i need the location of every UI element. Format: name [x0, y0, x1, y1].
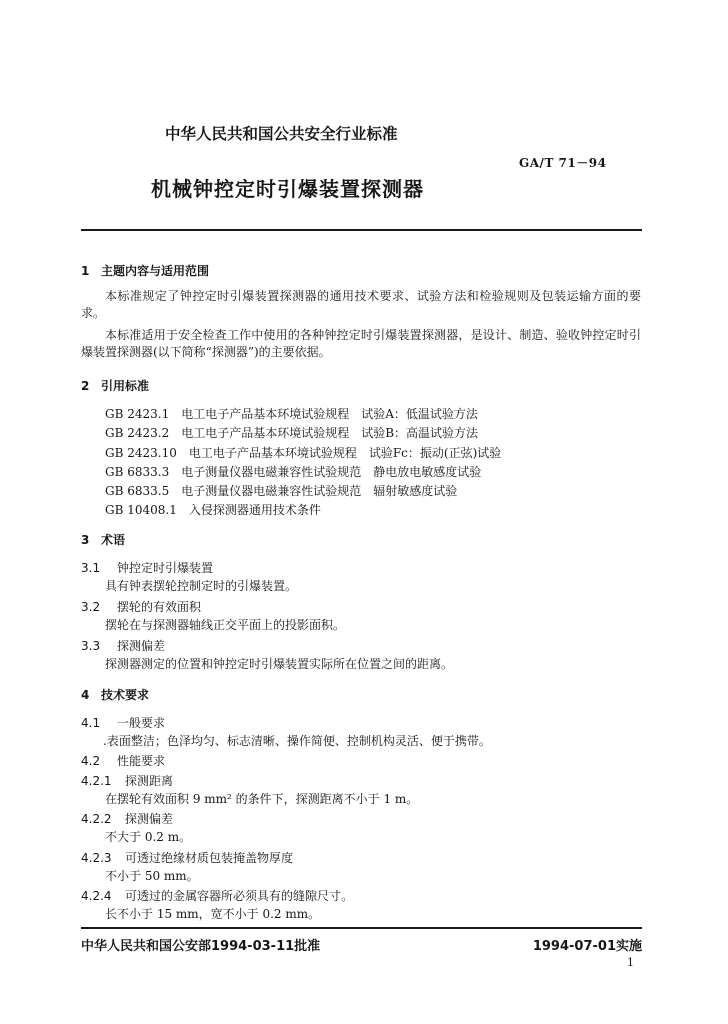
- subsection-title: 探测距离: [125, 774, 174, 788]
- approval-statement: 中华人民共和国公安部1994-03-11批准: [81, 939, 321, 954]
- subsection-title: 可透过的金属容器所必须具有的缝隙尺寸。: [125, 889, 354, 903]
- section-number: 1: [81, 264, 90, 278]
- reference-item: GB 2423.10 电工电子产品基本环境试验规程 试验Fc：振动(正弦)试验: [105, 446, 502, 460]
- subsection-number: 4.2.4: [81, 889, 112, 903]
- term-name: 钟控定时引爆装置: [117, 561, 214, 575]
- subsection-4-2-3-heading: [81, 849, 293, 866]
- section-1-heading: [81, 262, 209, 279]
- section-number: 4: [81, 688, 90, 702]
- section-4-heading: [81, 686, 149, 703]
- reference-item: GB 10408.1 入侵探测器通用技术条件: [105, 503, 321, 517]
- subsection-4-1-heading: [81, 714, 165, 731]
- section-title: 引用标准: [101, 379, 150, 393]
- subsection-4-2-3-text: 不小于 50 mm。: [105, 869, 199, 883]
- subsection-4-1-text: .表面整洁；色泽均匀、标志清晰、操作简便、控制机构灵活、便于携带。: [103, 734, 491, 748]
- term-definition: 摆轮在与探测器轴线正交平面上的投影面积。: [105, 618, 346, 632]
- subsection-number: 4.2: [81, 754, 101, 768]
- document-title: 机械钟控定时引爆装置探测器: [151, 177, 424, 201]
- section-title: 技术要求: [101, 688, 150, 702]
- section-1-paragraph-2: 本标准适用于安全检查工作中使用的各种钟控定时引爆装置探测器，是设计、制造、验收钟控定时引爆装置探测器(以下简称“探测器”)的主要依据。: [81, 328, 641, 359]
- subsection-4-2-4-heading: [81, 887, 353, 904]
- footer-divider: [81, 927, 642, 929]
- subsection-4-2-2-text: 不大于 0.2 m。: [105, 830, 192, 844]
- section-3-heading: [81, 531, 125, 548]
- header-divider: [81, 229, 642, 231]
- term-definition: 具有钟表摆轮控制定时的引爆装置。: [105, 579, 298, 593]
- term-definition: 探测器测定的位置和钟控定时引爆装置实际所在位置之间的距离。: [105, 657, 454, 671]
- issuing-organization: 中华人民共和国公共安全行业标准: [165, 125, 398, 143]
- subsection-number: 4.2.1: [81, 774, 112, 788]
- reference-item: GB 2423.1 电工电子产品基本环境试验规程 试验A：低温试验方法: [105, 407, 478, 421]
- term-heading: [81, 598, 201, 615]
- subsection-number: 4.2.3: [81, 851, 112, 865]
- term-number: 3.3: [81, 639, 101, 653]
- effective-date: 1994-07-01实施: [532, 939, 642, 954]
- section-2-heading: [81, 377, 149, 394]
- term-name: 摆轮的有效面积: [117, 600, 202, 614]
- subsection-title: 一般要求: [117, 716, 166, 730]
- section-title: 主题内容与适用范围: [101, 264, 210, 278]
- standard-code: GA/T 71－94: [519, 156, 607, 170]
- term-name: 探测偏差: [117, 639, 166, 653]
- subsection-number: 4.2.2: [81, 812, 112, 826]
- term-heading: [81, 559, 213, 576]
- subsection-4-2-1-text: 在摆轮有效面积 9 mm² 的条件下，探测距离不小于 1 m。: [105, 792, 419, 806]
- reference-item: GB 2423.2 电工电子产品基本环境试验规程 试验B：高温试验方法: [105, 426, 479, 440]
- section-number: 2: [81, 379, 90, 393]
- subsection-title: 性能要求: [117, 754, 166, 768]
- reference-item: GB 6833.5 电子测量仪器电磁兼容性试验规范 辐射敏感度试验: [105, 484, 458, 498]
- section-title: 术语: [101, 533, 126, 547]
- page-number: 1: [627, 956, 634, 969]
- subsection-number: 4.1: [81, 716, 101, 730]
- subsection-4-2-4-text: 长不小于 15 mm，宽不小于 0.2 mm。: [105, 907, 321, 921]
- term-number: 3.1: [81, 561, 101, 575]
- section-number: 3: [81, 533, 90, 547]
- section-1-paragraph-1: 本标准规定了钟控定时引爆装置探测器的通用技术要求、试验方法和检验规则及包装运输方面的要求。: [81, 289, 641, 320]
- term-number: 3.2: [81, 600, 101, 614]
- subsection-4-2-heading: [81, 752, 165, 769]
- term-heading: [81, 637, 165, 654]
- subsection-title: 探测偏差: [125, 812, 174, 826]
- subsection-title: 可透过绝缘材质包装掩盖物厚度: [125, 851, 294, 865]
- subsection-4-2-1-heading: [81, 772, 173, 789]
- subsection-4-2-2-heading: [81, 810, 173, 827]
- reference-item: GB 6833.3 电子测量仪器电磁兼容性试验规范 静电放电敏感度试验: [105, 465, 482, 479]
